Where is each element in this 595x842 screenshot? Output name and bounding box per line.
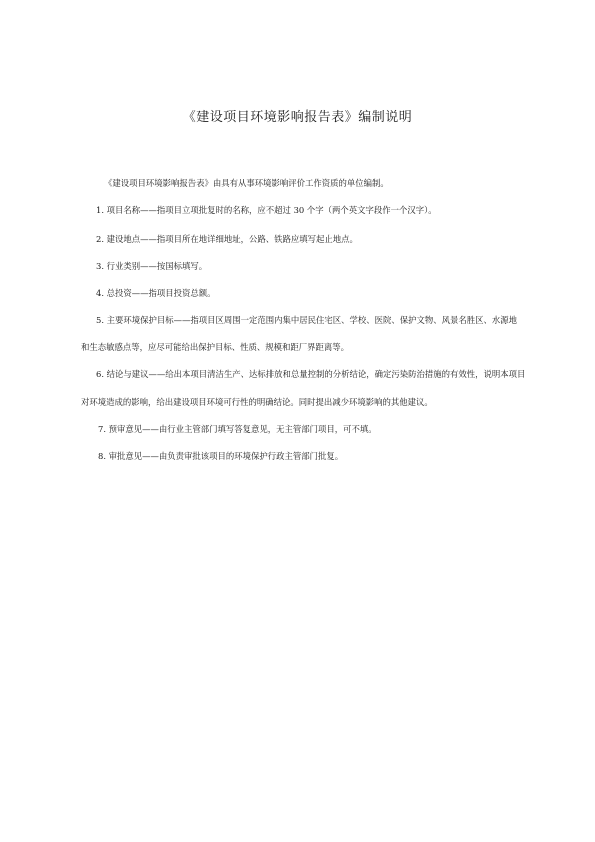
document-title: 《建设项目环境影响报告表》编制说明 — [182, 110, 413, 125]
item-total-investment: 4. 总投资——指项目投资总额。 — [96, 288, 216, 298]
item-protection-targets: 5. 主要环境保护目标——指项目区周围一定范围内集中居民住宅区、学校、医院、保护文物、风景名胜区、水源地 — [96, 315, 518, 325]
item-construction-site: 2. 建设地点——指项目所在地详细地址，公路、铁路应填写起止地点。 — [96, 234, 358, 244]
item-project-name: 1. 项目名称——指项目立项批复时的名称，应不超过 30 个字（两个英文字段作一个汉字）。 — [96, 205, 437, 215]
item-approval-opinion: 8. 审批意见——由负责审批该项目的环境保护行政主管部门批复。 — [98, 451, 344, 461]
item-pre-review-opinion: 7. 预审意见——由行业主管部门填写答复意见，无主管部门项目，可不填。 — [98, 424, 377, 434]
item-conclusions: 6. 结论与建议——给出本项目清洁生产、达标排放和总量控制的分析结论，确定污染防治措施的有效性，说明本项目 — [96, 369, 526, 379]
item-protection-targets-continued: 和生态敏感点等，应尽可能给出保护目标、性质、规模和距厂界距离等。 — [81, 342, 349, 352]
intro-paragraph: 《建设项目环境影响报告表》由具有从事环境影响评价工作资质的单位编制。 — [104, 178, 389, 188]
item-conclusions-continued: 对环境造成的影响，给出建设项目环境可行性的明确结论。同时提出减少环境影响的其他建议。 — [81, 397, 433, 407]
item-industry-category: 3. 行业类别——按国标填写。 — [96, 261, 208, 271]
